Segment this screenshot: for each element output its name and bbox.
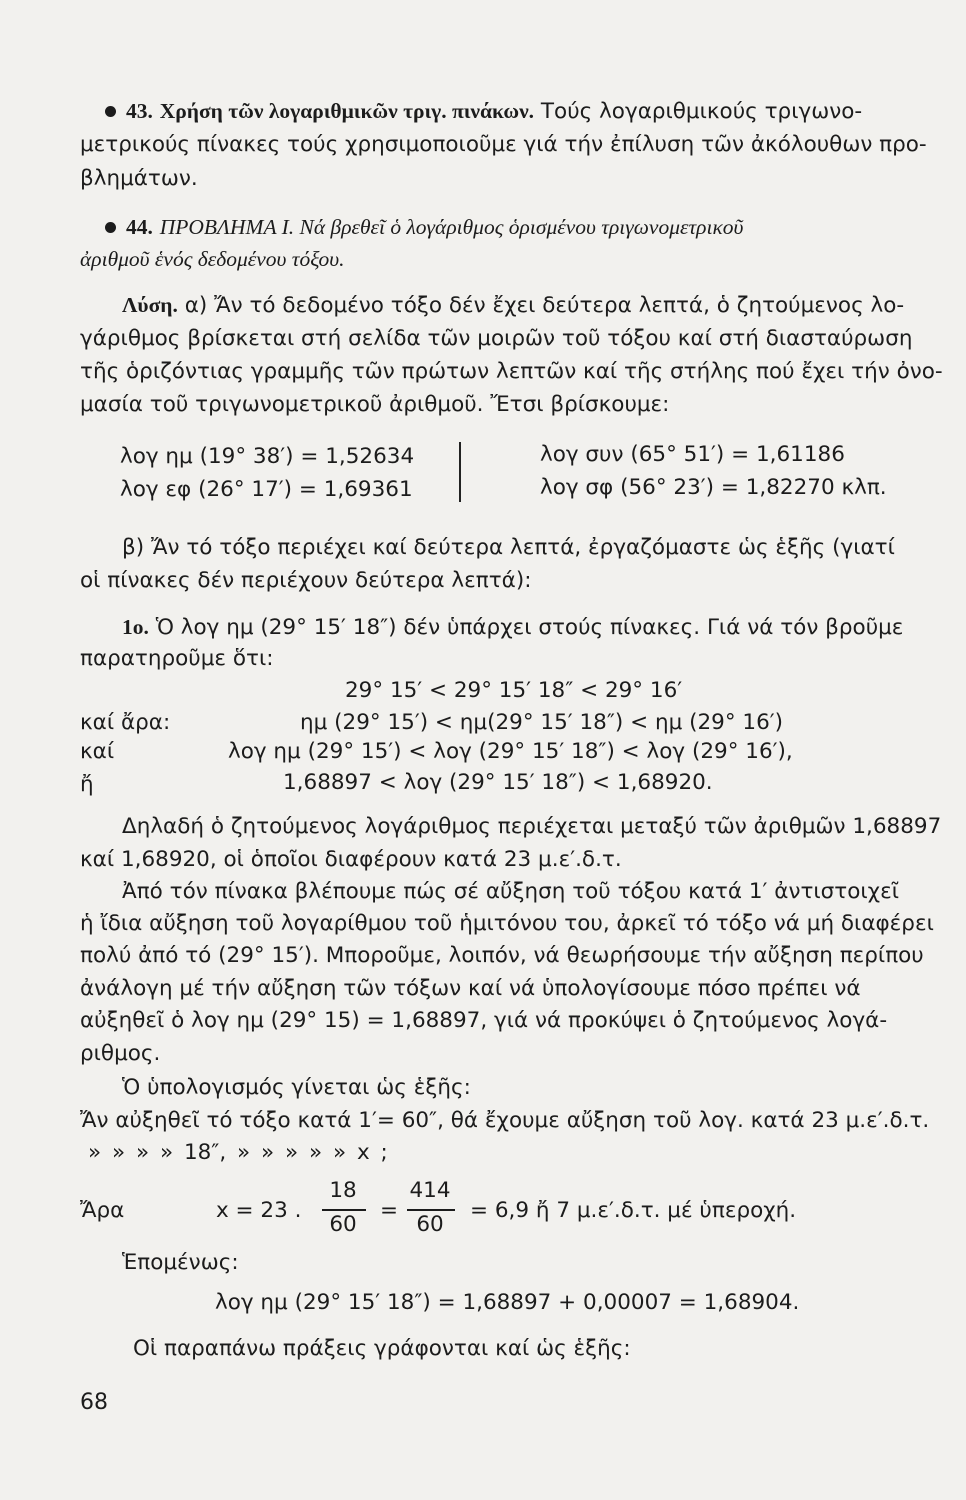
paragraph-1-line-1: Δηλαδή ὁ ζητούμενος λογάριθμος περιέχεται μεταξύ τῶν ἀριθμῶν 1,68897: [122, 814, 942, 839]
paragraph-2-line-1: Ἀπό τόν πίνακα βλέπουμε πώς σέ αὔξηση τοῦ τόξου κατά 1′ ἀντιστοιχεῖ: [122, 879, 899, 904]
solution-line-3: τῆς ὁριζόντιας γραμμῆς τῶν πρώτων λεπτῶν καί τῆς στήλης πού ἔχει τήν ὀνο-: [80, 359, 943, 384]
fraction-2-denominator: 60: [416, 1212, 444, 1237]
inequality-4-label: ἤ: [80, 772, 94, 797]
inequality-1: 29° 15′ < 29° 15′ 18″ < 29° 16′: [345, 678, 683, 703]
column-divider: [459, 442, 461, 502]
inequality-4: 1,68897 < λογ (29° 15′ 18″) < 1,68920.: [283, 770, 713, 795]
example-right-1: λογ συν (65° 51′) = 1,61186: [540, 442, 845, 467]
problem-title: ΠΡΟΒΛΗΜΑ Ι. Νά βρεθεῖ ὁ λογάριθμος ὁρισμένου τριγωνομετρικοῦ: [159, 215, 744, 239]
section-43-line-2: μετρικούς πίνακες τούς χρησιμοποιοῦμε γιά τήν ἐπίλυση τῶν ἀκόλουθων προ-: [80, 132, 927, 157]
section-44-number: 44.: [126, 215, 153, 239]
bullet-icon: [105, 222, 116, 233]
bullet-icon: [105, 106, 116, 117]
example-right-2: λογ σφ (56° 23′) = 1,82270 κλπ.: [540, 475, 887, 500]
calculation-intro: Ὁ ὑπολογισμός γίνεται ὡς ἑξῆς:: [122, 1075, 471, 1100]
section-43-text-1: Τούς λογαριθμικούς τριγωνο-: [540, 99, 863, 124]
inequality-3-label: καί: [80, 739, 115, 764]
inequality-2-label: καί ἄρα:: [80, 710, 171, 735]
page-number: 68: [80, 1390, 108, 1415]
calculation-line-1: Ἄν αὐξηθεῖ τό τόξο κατά 1′= 60″, θά ἔχουμε αὔξηση τοῦ λογ. κατά 23 μ.ε′.δ.τ.: [80, 1108, 930, 1133]
section-43-line-1: [105, 96, 862, 127]
example-left-2: λογ εφ (26° 17′) = 1,69361: [120, 477, 413, 502]
inequality-2: ημ (29° 15′) < ημ(29° 15′ 18″) < ημ (29° 16′): [300, 710, 784, 735]
section-43-heading: Χρήση τῶν λογαριθμικῶν τριγ. πινάκων.: [159, 99, 535, 123]
paragraph-2-line-5: αὐξηθεῖ ὁ λογ ημ (29° 15) = 1,68897, γιά νά προκύψει ὁ ζητούμενος λογά-: [80, 1008, 888, 1033]
beta-line-1: β) Ἄν τό τόξο περιέχει καί δεύτερα λεπτά, ἐργαζόμαστε ὡς ἑξῆς (γιατί: [122, 535, 895, 560]
calculation-result: = 6,9 ἤ 7 μ.ε′.δ.τ. μέ ὑπεροχή.: [470, 1198, 797, 1223]
therefore-label: Ἑπομένως:: [122, 1250, 239, 1275]
solution-line-4: μασία τοῦ τριγωνομετρικοῦ ἀριθμοῦ. Ἔτσι βρίσκουμε:: [80, 392, 670, 417]
step-1-line-1: [122, 612, 903, 643]
solution-line-2: γάριθμος βρίσκεται στή σελίδα τῶν μοιρῶν τοῦ τόξου καί στή διασταύρωση: [80, 326, 913, 351]
section-43-line-3: βλημάτων.: [80, 166, 198, 191]
problem-title-line-2: ἀριθμοῦ ἑνός δεδομένου τόξου.: [80, 247, 345, 271]
paragraph-2-line-6: ριθμος.: [80, 1041, 161, 1066]
beta-line-2: οἱ πίνακες δέν περιέχουν δεύτερα λεπτά):: [80, 568, 532, 593]
closing-sentence: Οἱ παραπάνω πράξεις γράφονται καί ὡς ἑξῆς:: [133, 1336, 631, 1361]
ara-label: Ἄρα: [80, 1198, 125, 1223]
section-43-number: 43.: [126, 99, 153, 123]
paragraph-2-line-2: ἡ ἴδια αὔξηση τοῦ λογαρίθμου τοῦ ἡμιτόνου του, ἀρκεῖ τό τόξο νά μή διαφέρει: [80, 911, 934, 936]
paragraph-2-line-3: πολύ ἀπό τό (29° 15′). Μποροῦμε, λοιπόν, νά θεωρήσουμε τήν αὔξηση περίπου: [80, 943, 924, 968]
fraction-2-numerator: 414: [409, 1178, 451, 1203]
step-1-line-2: παρατηροῦμε ὅτι:: [80, 646, 274, 671]
calculation-line-2: » » » » 18″, » » » » » x ;: [88, 1140, 388, 1165]
fraction-1-bar: [322, 1209, 366, 1211]
step-1-number: 1ο.: [122, 615, 149, 639]
inequality-3: λογ ημ (29° 15′) < λογ (29° 15′ 18″) < λογ (29° 16′),: [228, 739, 793, 764]
step-1-text: Ὁ λογ ημ (29° 15′ 18″) δέν ὑπάρχει στούς πίνακες. Γιά νά τόν βροῦμε: [155, 615, 904, 640]
equals-sign: =: [380, 1198, 399, 1223]
section-44-line-1: [105, 212, 743, 243]
fraction-1-numerator: 18: [329, 1178, 357, 1203]
solution-text-1: α) Ἄν τό δεδομένο τόξο δέν ἔχει δεύτερα λεπτά, ὁ ζητούμενος λο-: [184, 293, 905, 318]
solution-line-1: [122, 290, 904, 321]
example-left-1: λογ ημ (19° 38′) = 1,52634: [120, 444, 415, 469]
paragraph-2-line-4: ἀνάλογη μέ τήν αὔξηση τῶν τόξων καί νά ὑπολογίσουμε πόσο πρέπει νά: [80, 976, 861, 1001]
fraction-2-bar: [407, 1209, 455, 1211]
solution-label: Λύση.: [122, 293, 178, 317]
x-equals: x = 23 .: [216, 1198, 302, 1223]
fraction-1-denominator: 60: [329, 1212, 357, 1237]
final-equation: λογ ημ (29° 15′ 18″) = 1,68897 + 0,00007 = 1,68904.: [215, 1290, 800, 1315]
paragraph-1-line-2: καί 1,68920, οἱ ὁποῖοι διαφέρουν κατά 23 μ.ε′.δ.τ.: [80, 847, 622, 872]
